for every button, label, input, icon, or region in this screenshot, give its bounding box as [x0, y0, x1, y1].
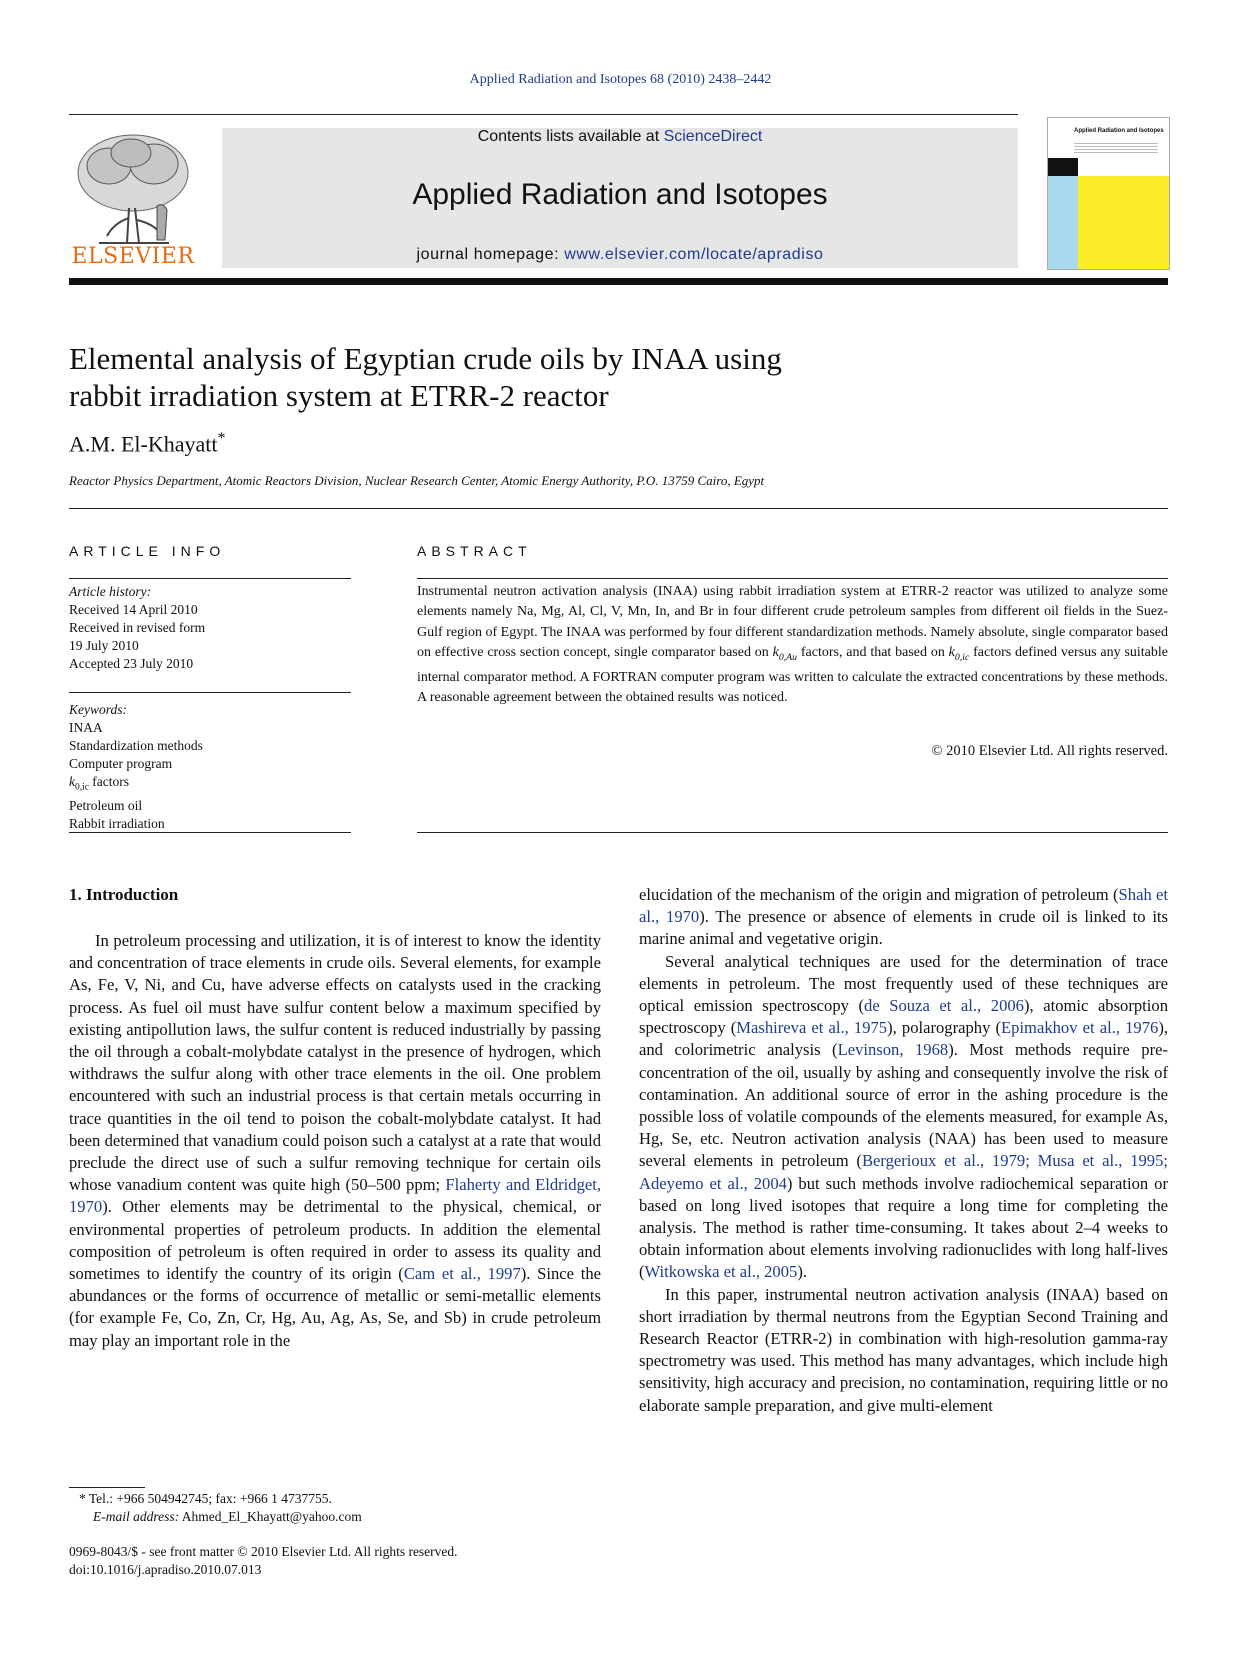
- text-run: ), atomic absorption spectroscopy (: [639, 996, 1168, 1038]
- paragraph: [639, 884, 1168, 951]
- keyword: Standardization methods: [69, 738, 203, 753]
- author-affiliation: Reactor Physics Department, Atomic Reactors Division, Nuclear Research Center, Atomic Energy Authority, P.O. 13759 Cairo, Egypt: [69, 473, 765, 488]
- history-item: Received in revised form: [69, 620, 206, 635]
- cover-black-block: [1048, 158, 1078, 176]
- email-label: E-mail address:: [93, 1509, 180, 1524]
- author-name: [69, 430, 225, 457]
- body-column-right: [639, 884, 1168, 1417]
- text-run: ). The presence or absence of elements in crude oil is linked to its marine animal and vegetative origin.: [639, 907, 1168, 949]
- author-footnote: [69, 1490, 599, 1526]
- journal-banner: [222, 128, 1018, 268]
- text-run: ), polarography (: [887, 1018, 1002, 1038]
- citation-link[interactable]: Cam et al., 1997: [403, 1264, 521, 1284]
- cover-text-lines: [1074, 143, 1158, 155]
- text-run: In this paper, instrumental neutron activation analysis (INAA) based on short irradiation by thermal neutrons from the Egyptian Second Training and Research Reactor (ETRR-2) in combination with high-resolution gamma-ray spectrometry was used. This method has many advantages, which include high sensitivity, high accuracy and precision, no contamination, requiring little or no elaborate sample preparation, and give multi-element: [639, 1284, 1168, 1415]
- cover-white-band: [1078, 158, 1169, 176]
- history-label: Article history:: [69, 584, 152, 599]
- title-line-1: Elemental analysis of Egyptian crude oils by INAA using: [69, 341, 782, 376]
- citation-link[interactable]: Mashireva et al., 1975: [736, 1018, 888, 1038]
- citation-link[interactable]: Witkowska et al., 2005: [644, 1262, 798, 1282]
- sciencedirect-link[interactable]: ScienceDirect: [663, 128, 763, 145]
- article-info-rule-mid: [69, 692, 351, 693]
- history-item: Accepted 23 July 2010: [69, 656, 194, 671]
- keyword: Petroleum oil: [69, 797, 143, 813]
- masthead-thick-rule: [69, 278, 1168, 285]
- citation-link[interactable]: Levinson, 1968: [837, 1040, 949, 1060]
- keywords-block: [69, 701, 351, 833]
- abstract-rule-top: [417, 578, 1168, 579]
- paragraph: [639, 1284, 1168, 1417]
- homepage-prefix: journal homepage:: [416, 246, 565, 263]
- author-footnote-mark[interactable]: *: [217, 430, 226, 447]
- affiliation-rule: [69, 508, 1168, 509]
- contents-prefix: Contents lists available at: [477, 128, 664, 145]
- keywords-label: Keywords:: [69, 702, 127, 717]
- running-head[interactable]: Applied Radiation and Isotopes 68 (2010) 2438–2442: [469, 72, 772, 87]
- front-matter: [69, 1543, 769, 1579]
- journal-title: Applied Radiation and Isotopes: [412, 178, 828, 211]
- doi-line[interactable]: doi:10.1016/j.apradiso.2010.07.013: [69, 1562, 262, 1577]
- header-rule: [69, 114, 1018, 115]
- body-column-left: [69, 930, 601, 1352]
- text-run: elucidation of the mechanism of the origin and migration of petroleum (: [639, 885, 1119, 904]
- article-title: [69, 340, 969, 414]
- abstract-part: factors defined versus any suitable internal comparator method. A FORTRAN computer program was written to calculate the extracted concentrations by these methods. A reasonable agreement between the obtained results was noticed.: [417, 644, 1168, 706]
- k0au-symbol: $k_{0,Au}$: [772, 644, 798, 663]
- keyword: Computer program: [69, 756, 173, 771]
- contents-line: [222, 128, 1018, 146]
- homepage-link[interactable]: www.elsevier.com/locate/apradiso: [564, 246, 824, 263]
- footnote-contact: * Tel.: +966 504942745; fax: +966 1 4737755.: [79, 1491, 332, 1506]
- abstract-text: [417, 582, 1168, 709]
- history-item: 19 July 2010: [69, 638, 139, 653]
- article-info-rule-bottom: [69, 832, 351, 833]
- elsevier-logo-word: ELSEVIER: [71, 244, 195, 269]
- abstract-part: factors, and that based on: [797, 644, 949, 660]
- footnote-email-line: [69, 1508, 599, 1526]
- text-run: ) but such methods involve radiochemical separation or based on long lived isotopes that require a long time for completing the analysis. The method is rather time-consuming. It takes about 2–4 weeks to obtain information about elements involving radionuclides with long half-lives (: [639, 1173, 1168, 1282]
- text-run: ). Since the abundances or the forms of occurrence of metallic or semi-metallic elements (for example Fe, Co, Zn, Cr, Hg, Au, Ag, As, Se, and Sb) in crude petroleum may play an important role in the: [69, 1264, 601, 1350]
- history-item: Received 14 April 2010: [69, 602, 198, 617]
- text-run: ). Most methods require pre-concentration of the oil, usually by ashing and consequently involve the risk of contamination. An additional source of error in the ashing procedure is the possible loss of volatile compounds of the elements measured, for example As, Hg, Se, etc. Neutron activation analysis (NAA) has been used to measure several elements in petroleum (: [639, 1040, 1168, 1171]
- article-history: [69, 583, 351, 673]
- cover-yellow-block: [1078, 176, 1169, 269]
- abstract-copyright: © 2010 Elsevier Ltd. All rights reserved.: [931, 743, 1168, 759]
- abstract-heading: ABSTRACT: [417, 543, 532, 559]
- citation-link[interactable]: Shah et al., 1970: [639, 885, 1169, 927]
- citation-link[interactable]: Bergerioux et al., 1979; Musa et al., 1995; Adeyemo et al., 2004: [639, 1151, 1168, 1193]
- email-address[interactable]: Ahmed_El_Khayatt@yahoo.com: [181, 1509, 362, 1524]
- citation-link[interactable]: Flaherty and Eldridget, 1970: [69, 1175, 601, 1217]
- keyword: INAA: [69, 720, 103, 735]
- keyword: Rabbit irradiation: [69, 815, 165, 831]
- text-run: ). Other elements may be detrimental to the physical, chemical, or environmental properties of petroleum products. In addition the elemental composition of petroleum is often required in order to assess its quality and sometimes to identify the country of its origin (: [69, 1197, 601, 1284]
- paragraph: [69, 930, 601, 1352]
- issn-line: 0969-8043/$ - see front matter © 2010 Elsevier Ltd. All rights reserved.: [69, 1544, 458, 1559]
- keyword: $k_{0,ic}$ factors: [69, 774, 129, 793]
- text-run: In petroleum processing and utilization, it is of interest to know the identity and concentration of trace elements in crude oils. Several elements, for example As, Fe, V, Ni, and Cu, have adverse effects on catalysts used in the cracking process. As fuel oil must have sulfur content below a maximum specified by existing antipollution laws, the sulfur content is reduced industrially by passing the oil through a cobalt-molybdate catalyst in the presence of hydrogen, which withdraws the sulfur along with other trace elements in the oil. One problem encountered with such an industrial process is that certain metals occurring in trace quantities in the oil tend to poison the cobalt-molybdate catalyst. It had been determined that vanadium could poison such a catalyst at a rate that would preclude the direct use of such a sulfur removing technique for certain oils whose vanadium content was quite high (50–500 ppm;: [69, 931, 601, 1195]
- title-line-2: rabbit irradiation system at ETRR-2 reactor: [69, 378, 609, 413]
- citation-link[interactable]: de Souza et al., 2006: [864, 996, 1024, 1016]
- text-run: Several analytical techniques are used for the determination of trace elements in petroleum. The most frequently used of these techniques are optical emission spectroscopy (: [639, 951, 1168, 1016]
- homepage-line: [222, 246, 1018, 264]
- text-run: ).: [797, 1262, 808, 1282]
- abstract-rule-bottom: [417, 832, 1168, 833]
- cover-title: Applied Radiation and Isotopes: [1074, 128, 1164, 134]
- footnote-rule: [69, 1487, 145, 1488]
- paragraph: [639, 951, 1168, 1284]
- journal-cover-thumbnail: [1047, 117, 1170, 270]
- section-heading-introduction: 1. Introduction: [69, 885, 179, 904]
- abstract-part: Instrumental neutron activation analysis (INAA) using rabbit irradiation system at ETRR-2 reactor was utilized to analyze some elements namely Na, Mg, Al, Cl, V, Mn, In, and Br in four different crude petroleum samples from different oil fields in the Suez-Gulf region of Egypt. The INAA was performed by four different standardization methods. Namely absolute, single comparator based on effective cross section concept, single comparator based on: [417, 584, 1168, 660]
- article-info-heading: ARTICLE INFO: [69, 543, 226, 559]
- author-text: A.M. El-Khayatt: [69, 431, 218, 457]
- text-run: ), and colorimetric analysis (: [639, 1018, 1168, 1060]
- citation-link[interactable]: Epimakhov et al., 1976: [1001, 1018, 1159, 1038]
- article-info-rule-top: [69, 578, 351, 579]
- k0ic-symbol: $k_{0,ic}$: [948, 644, 970, 663]
